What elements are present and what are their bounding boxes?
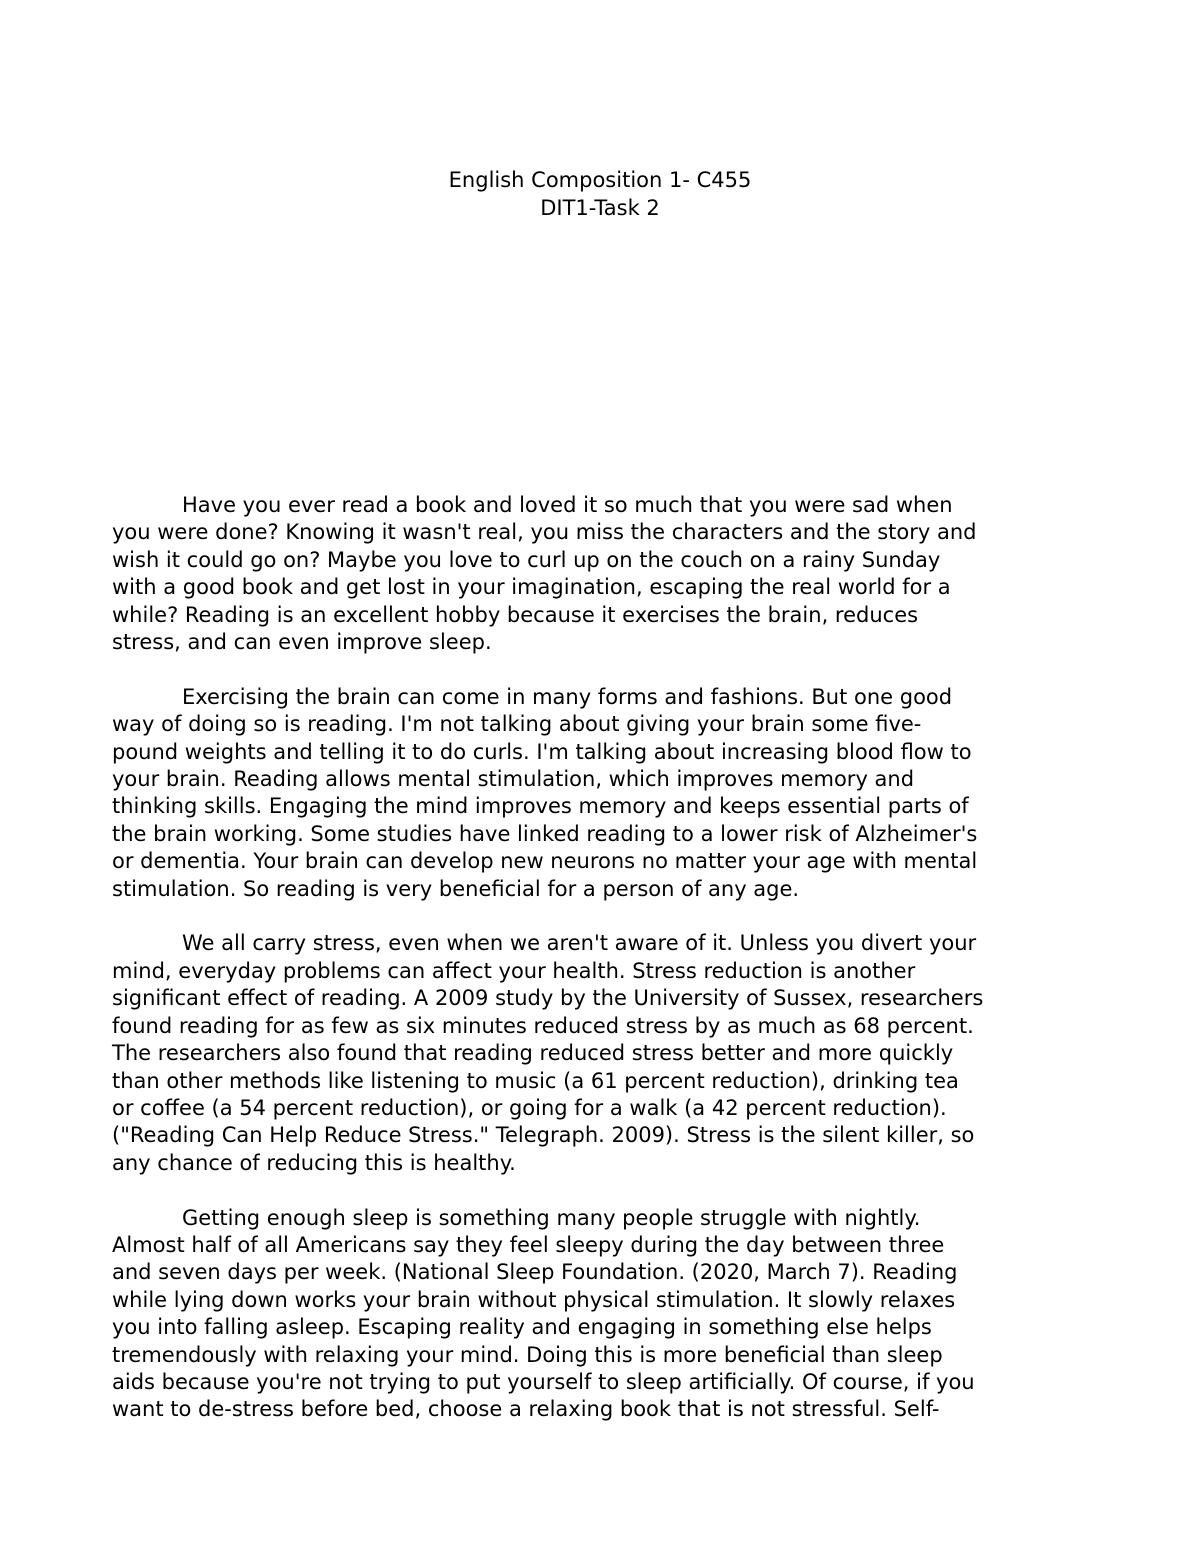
paragraph-line: while? Reading is an excellent hobby because it exercises the brain, reduces <box>112 602 919 627</box>
document-title: English Composition 1- C455 <box>448 168 752 192</box>
paragraph-line: with a good book and get lost in your imagination, escaping the real world for a <box>112 575 951 600</box>
paragraph-line: than other methods like listening to music (a 61 percent reduction), drinking tea <box>112 1068 959 1093</box>
paragraph-line: wish it could go on? Maybe you love to curl up on the couch on a rainy Sunday <box>112 547 941 572</box>
paragraph-line: any chance of reducing this is healthy. <box>112 1150 516 1175</box>
document-header <box>0 166 1200 222</box>
paragraph-sleep <box>112 1205 1112 1424</box>
paragraph-line: stress, and can even improve sleep. <box>112 630 492 655</box>
paragraph-line: mind, everyday problems can affect your health. Stress reduction is another <box>112 958 916 983</box>
paragraph-line: you into falling asleep. Escaping reality and engaging in something else helps <box>112 1315 932 1340</box>
paragraph-line: want to de-stress before bed, choose a relaxing book that is not stressful. Self- <box>112 1397 940 1422</box>
paragraph-stress <box>112 930 1112 1177</box>
paragraph-brain <box>112 684 1112 903</box>
paragraph-line: the brain working. Some studies have linked reading to a lower risk of Alzheimer's <box>112 821 978 846</box>
document-body <box>112 492 1112 1451</box>
paragraph-line: ("Reading Can Help Reduce Stress." Telegraph. 2009). Stress is the silent killer, so <box>112 1123 975 1148</box>
paragraph-line: We all carry stress, even when we aren't aware of it. Unless you divert your <box>182 931 977 956</box>
paragraph-line: aids because you're not trying to put yourself to sleep artificially. Of course, if you <box>112 1369 975 1394</box>
paragraph-line: significant effect of reading. A 2009 study by the University of Sussex, researchers <box>112 986 984 1011</box>
paragraph-line: Have you ever read a book and loved it so much that you were sad when <box>182 493 953 517</box>
paragraph-line: or coffee (a 54 percent reduction), or going for a walk (a 42 percent reduction). <box>112 1095 947 1120</box>
paragraph-line: thinking skills. Engaging the mind improves memory and keeps essential parts of <box>112 794 969 819</box>
paragraph-line: stimulation. So reading is very beneficial for a person of any age. <box>112 876 800 901</box>
paragraph-line: Almost half of all Americans say they feel sleepy during the day between three <box>112 1232 945 1257</box>
paragraph-line: tremendously with relaxing your mind. Doing this is more beneficial than sleep <box>112 1342 943 1367</box>
paragraph-line: you were done? Knowing it wasn't real, you miss the characters and the story and <box>112 520 977 545</box>
paragraph-line: while lying down works your brain without physical stimulation. It slowly relaxes <box>112 1287 956 1312</box>
paragraph-line: and seven days per week. (National Sleep Foundation. (2020, March 7). Reading <box>112 1260 958 1285</box>
paragraph-line: Exercising the brain can come in many forms and fashions. But one good <box>182 684 953 709</box>
paragraph-line: found reading for as few as six minutes reduced stress by as much as 68 percent. <box>112 1013 974 1038</box>
paragraph-line: Getting enough sleep is something many people struggle with nightly. <box>182 1205 921 1230</box>
paragraph-line: your brain. Reading allows mental stimulation, which improves memory and <box>112 767 915 792</box>
paragraph-line: The researchers also found that reading reduced stress better and more quickly <box>112 1041 954 1066</box>
document-subtitle: DIT1-Task 2 <box>540 196 660 220</box>
paragraph-line: pound weights and telling it to do curls. I'm talking about increasing blood flow to <box>112 739 972 764</box>
paragraph-intro <box>112 492 1112 656</box>
paragraph-line: or dementia. Your brain can develop new neurons no matter your age with mental <box>112 849 978 874</box>
paragraph-line: way of doing so is reading. I'm not talking about giving your brain some five- <box>112 712 922 737</box>
